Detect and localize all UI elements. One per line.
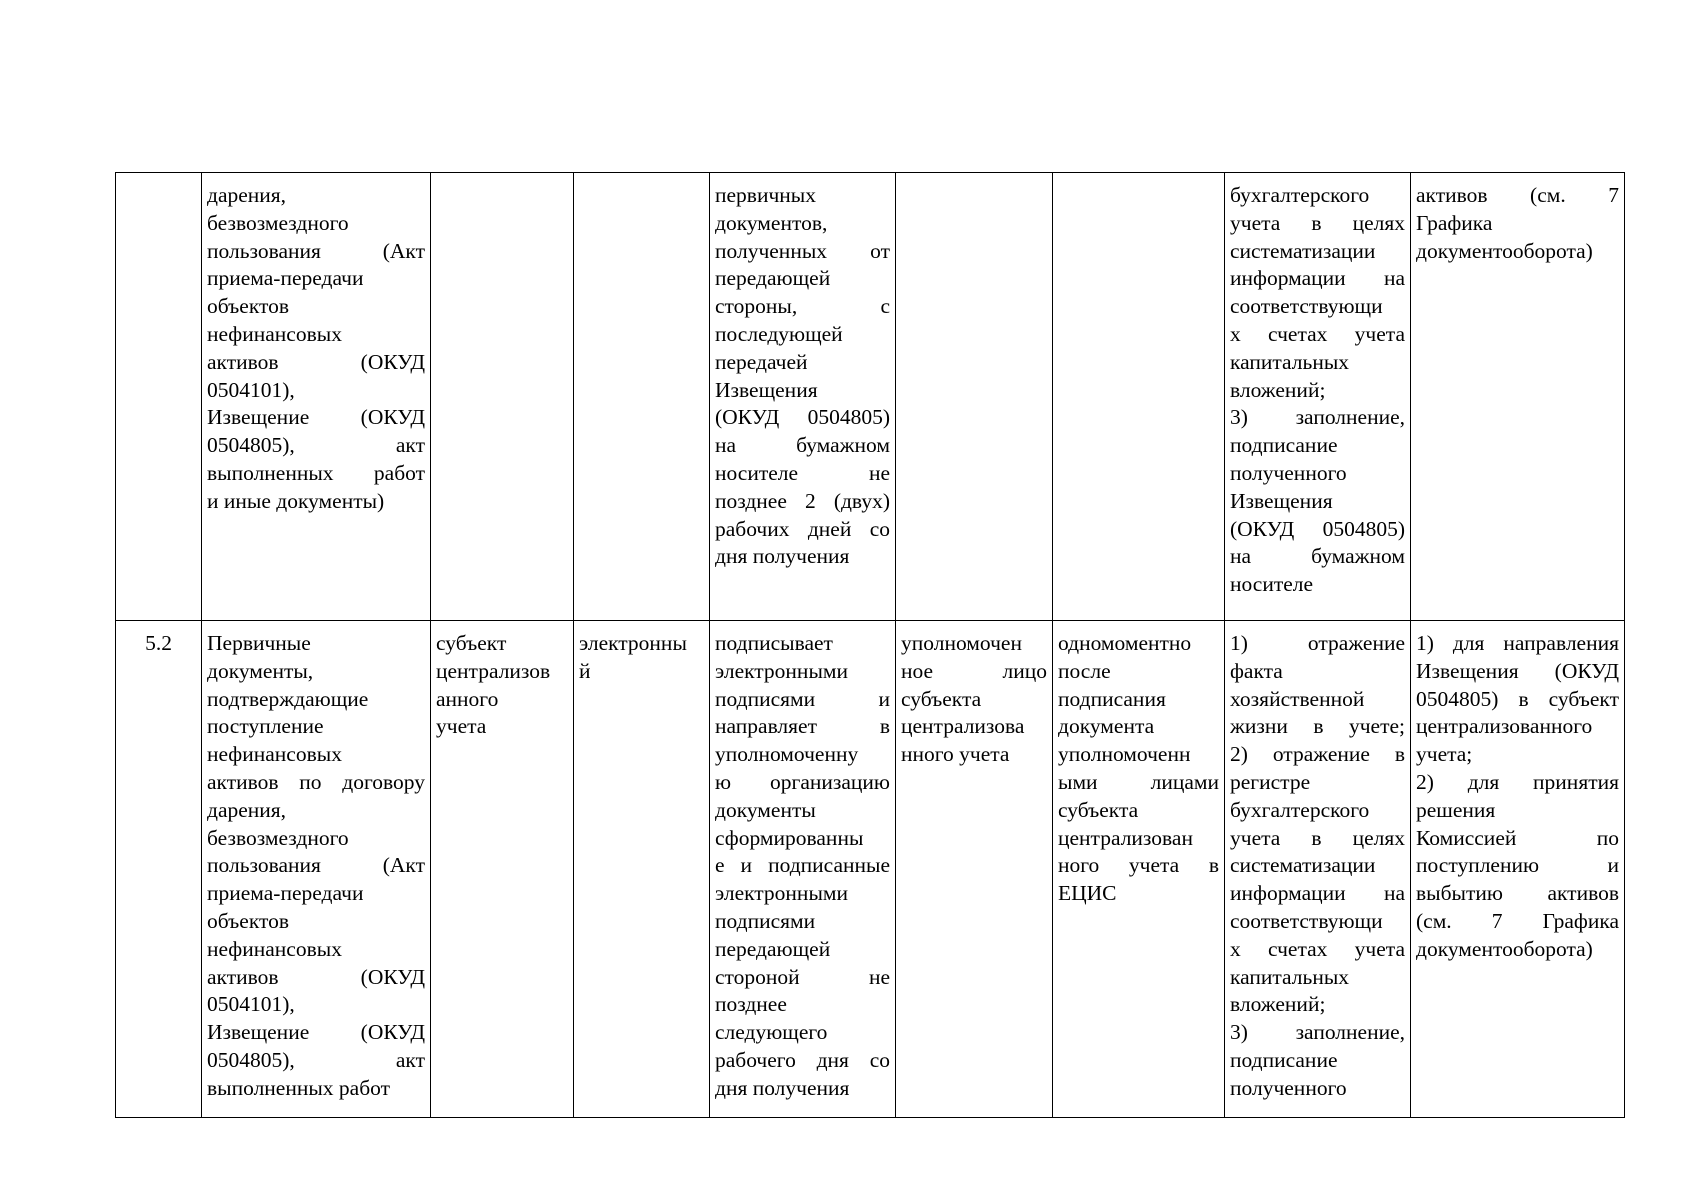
cell-text-line: 0504805), акт	[207, 1047, 425, 1072]
cell-text-line: приема-передачи	[207, 266, 364, 291]
cell-text-line: х счетах учета	[1230, 321, 1405, 346]
cell-text-line: систематизации	[1230, 853, 1376, 878]
cell-text-line: вложений;	[1230, 992, 1326, 1017]
cell-form	[574, 621, 710, 1118]
cell-action	[710, 621, 896, 1118]
cell-text-line: на бумажном	[715, 433, 890, 458]
cell-text-line: регистре	[1230, 769, 1311, 794]
cell-text-line: (см. 7 Графика	[1416, 908, 1619, 933]
cell-text-line: передачей	[715, 349, 808, 374]
cell-text-line: 2) отражение в	[1230, 742, 1405, 767]
cell-number: 5.2	[116, 621, 202, 1118]
cell-text-line: нефинансовых	[207, 742, 342, 767]
cell-text-line: носителе не	[715, 460, 890, 485]
cell-text-line: 0504101),	[207, 992, 295, 1017]
cell-text-line: выбытию активов	[1416, 881, 1619, 906]
cell-text-line: жизни в учете;	[1230, 714, 1405, 739]
cell-text-line: полученного	[1230, 460, 1347, 485]
cell-text-line: ыми лицами	[1058, 769, 1219, 794]
cell-text-line: подписания	[1058, 686, 1166, 711]
cell-text-line: подтверждающие	[207, 686, 369, 711]
cell-text-line: одномоментно	[1058, 631, 1192, 655]
cell-text-line: документов,	[715, 210, 828, 235]
cell-text-line: поступлению и	[1416, 853, 1619, 878]
cell-text-line: подписывает	[715, 631, 833, 655]
cell-text-line: после	[1058, 658, 1111, 683]
cell-text-line: документы,	[207, 658, 314, 683]
cell-purpose	[1225, 621, 1411, 1118]
cell-text-line: выполненных работ	[207, 460, 425, 485]
cell-text-line: позднее 2 (двух)	[715, 488, 890, 513]
cell-text-line: Извещения	[715, 377, 818, 402]
cell-text-line: Извещения	[1230, 488, 1333, 513]
cell-text-line: документооборота)	[1416, 238, 1593, 263]
cell-text-line: Комиссией по	[1416, 825, 1619, 850]
cell-text-line: подписание	[1230, 1047, 1338, 1072]
cell-text-line: информации на	[1230, 266, 1405, 291]
cell-text-line: электронными	[715, 881, 848, 906]
cell-text-line: 0504805), акт	[207, 433, 425, 458]
cell-text-line: субъект	[436, 631, 507, 655]
cell-creator	[431, 621, 574, 1118]
cell-document	[202, 173, 431, 621]
cell-text-line: 2) для принятия	[1416, 769, 1619, 794]
cell-text-line: (ОКУД 0504805)	[1230, 516, 1405, 541]
cell-text-line: 3) заполнение,	[1230, 405, 1405, 430]
cell-text-line: капитальных	[1230, 349, 1350, 374]
cell-text-line: капитальных	[1230, 964, 1350, 989]
cell-text-line: е и подписанные	[715, 853, 890, 878]
cell-text-line: дарения,	[207, 797, 287, 822]
cell-deadline	[1053, 173, 1225, 621]
cell-text-line: нефинансовых	[207, 321, 342, 346]
cell-text-line: передающей	[715, 936, 831, 961]
cell-text-line: полученных от	[715, 238, 890, 263]
cell-text-line: Извещение (ОКУД	[207, 1020, 425, 1045]
cell-responsible	[896, 621, 1053, 1118]
cell-text-line: систематизации	[1230, 238, 1376, 263]
cell-text-line: 0504805) в субъект	[1416, 686, 1619, 711]
cell-text-line: документы	[715, 797, 816, 822]
cell-text-line: безвозмездного	[207, 825, 349, 850]
cell-document	[202, 621, 431, 1118]
document-table	[115, 172, 1625, 1118]
table-row	[116, 173, 1625, 621]
cell-text-line: полученного	[1230, 1075, 1347, 1100]
cell-text-line: учета в целях	[1230, 825, 1405, 850]
cell-text-line: дня получения	[715, 1075, 850, 1100]
cell-text-line: вложений;	[1230, 377, 1326, 402]
cell-text-line: активов (см. 7	[1416, 183, 1619, 207]
cell-text-line: подписями	[715, 908, 816, 933]
cell-text-line: сформированны	[715, 825, 864, 850]
cell-number	[116, 173, 202, 621]
cell-text-line: последующей	[715, 321, 843, 346]
cell-text-line: следующего	[715, 1020, 828, 1045]
cell-text-line: централизова	[901, 714, 1025, 739]
cell-text-line: документа	[1058, 714, 1155, 739]
cell-text-line: на бумажном	[1230, 544, 1405, 569]
cell-text-line: (ОКУД 0504805)	[715, 405, 890, 430]
cell-text-line: бухгалтерского	[1230, 797, 1370, 822]
cell-text-line: 3) заполнение,	[1230, 1020, 1405, 1045]
cell-form	[574, 173, 710, 621]
cell-text-line: Извещение (ОКУД	[207, 405, 425, 430]
cell-text-line: выполненных работ	[207, 1075, 391, 1100]
cell-text-line: бухгалтерского	[1230, 183, 1370, 207]
cell-action	[710, 173, 896, 621]
cell-text-line: подписями и	[715, 686, 890, 711]
cell-responsible	[896, 173, 1053, 621]
cell-text-line: Графика	[1416, 210, 1493, 235]
cell-text-line: нефинансовых	[207, 936, 342, 961]
cell-text-line: и иные документы)	[207, 488, 385, 513]
cell-text-line: информации на	[1230, 881, 1405, 906]
cell-text-line: активов по договору	[207, 769, 425, 794]
cell-text-line: первичных	[715, 183, 816, 207]
cell-text-line: централизованного	[1416, 714, 1593, 739]
table-row	[116, 621, 1625, 1118]
cell-text-line: стороной не	[715, 964, 890, 989]
cell-text-line: х счетах учета	[1230, 936, 1405, 961]
cell-text-line: факта	[1230, 658, 1283, 683]
cell-text-line: ное лицо	[901, 658, 1047, 683]
cell-creator	[431, 173, 574, 621]
cell-text-line: пользования (Акт	[207, 238, 425, 263]
cell-text-line: позднее	[715, 992, 787, 1017]
cell-text-line: активов (ОКУД	[207, 964, 425, 989]
cell-text-line: носителе	[1230, 572, 1314, 597]
cell-text-line: учета;	[1416, 742, 1473, 767]
cell-text-line: централизован	[1058, 825, 1193, 850]
cell-text-line: объектов	[207, 294, 289, 319]
cell-text-line: хозяйственной	[1230, 686, 1365, 711]
cell-text-line: объектов	[207, 908, 289, 933]
cell-text-line: субъекта	[901, 686, 982, 711]
cell-note	[1411, 621, 1625, 1118]
cell-text-line: субъекта	[1058, 797, 1139, 822]
cell-text-line: активов (ОКУД	[207, 349, 425, 374]
cell-text-line: поступление	[207, 714, 324, 739]
cell-text-line: уполномоченн	[1058, 742, 1191, 767]
cell-text-line: соответствующи	[1230, 908, 1383, 933]
cell-text-line: стороны, с	[715, 294, 890, 319]
cell-text-line: 0504101),	[207, 377, 295, 402]
cell-text-line: й	[579, 658, 591, 683]
cell-text-line: дарения,	[207, 183, 287, 207]
cell-text-line: 1) отражение	[1230, 631, 1405, 655]
cell-text-line: уполномочен	[901, 631, 1022, 655]
cell-text-line: электронными	[715, 658, 848, 683]
cell-text-line: рабочего дня со	[715, 1047, 890, 1072]
cell-text-line: дня получения	[715, 544, 850, 569]
cell-text-line: направляет в	[715, 714, 890, 739]
cell-text-line: документооборота)	[1416, 936, 1593, 961]
cell-text-line: Первичные	[207, 631, 311, 655]
cell-text-line: пользования (Акт	[207, 853, 425, 878]
cell-text-line: приема-передачи	[207, 881, 364, 906]
cell-text-line: безвозмездного	[207, 210, 349, 235]
cell-text-line: передающей	[715, 266, 831, 291]
cell-note	[1411, 173, 1625, 621]
cell-text-line: рабочих дней со	[715, 516, 890, 541]
cell-text-line: уполномоченну	[715, 742, 859, 767]
cell-text-line: решения	[1416, 797, 1496, 822]
cell-text-line: подписание	[1230, 433, 1338, 458]
cell-deadline	[1053, 621, 1225, 1118]
cell-text-line: ЕЦИС	[1058, 881, 1117, 906]
cell-text-line: централизов	[436, 658, 551, 683]
cell-text-line: учета	[436, 714, 487, 739]
cell-text-line: ю организацию	[715, 769, 890, 794]
cell-text-line: нного учета	[901, 742, 1010, 767]
cell-text-line: учета в целях	[1230, 210, 1405, 235]
cell-text-line: соответствующи	[1230, 294, 1383, 319]
cell-text-line: 1) для направления	[1416, 631, 1619, 655]
cell-text-line: ного учета в	[1058, 853, 1219, 878]
cell-text-line: анного	[436, 686, 499, 711]
cell-purpose	[1225, 173, 1411, 621]
cell-text-line: Извещения (ОКУД	[1416, 658, 1619, 683]
cell-text-line: электронны	[579, 631, 687, 655]
